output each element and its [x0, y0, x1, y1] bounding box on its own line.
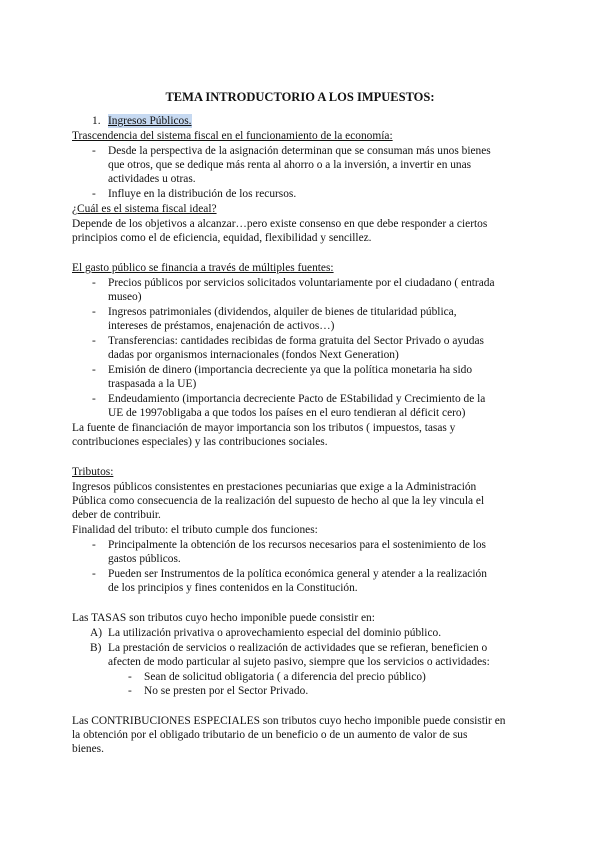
bullet-dash: -: [128, 671, 132, 683]
list-line: afecten de modo particular al sujeto pasivo, siempre que los servicios o actividades:: [108, 656, 490, 668]
paragraph-line: Depende de los objetivos a alcanzar…pero existe consenso en que debe responder a ciertos: [72, 218, 488, 230]
section-number: 1.: [92, 115, 101, 127]
bullet-dash: -: [92, 335, 96, 347]
bullet-line: Ingresos patrimoniales (dividendos, alquiler de bienes de titularidad pública,: [108, 306, 457, 318]
bullet-dash: -: [92, 568, 96, 580]
page-title: TEMA INTRODUCTORIO A LOS IMPUESTOS:: [165, 90, 435, 104]
list-line: La utilización privativa o aprovechamiento especial del dominio público.: [108, 627, 442, 639]
paragraph-line: La fuente de financiación de mayor importancia son los tributos ( impuestos, tasas y: [72, 422, 456, 434]
bullet-dash: -: [92, 539, 96, 551]
bullet-dash: -: [92, 364, 96, 376]
paragraph-line: Pública como consecuencia de la realización del supuesto de hecho al que la ley vincula el: [72, 495, 485, 507]
bullet-line: traspasada a la UE): [108, 378, 197, 390]
bullet-line: UE de 1997obligaba a que todos los países en el euro tendieran al déficit cero): [108, 407, 466, 419]
bullet-dash: -: [92, 145, 96, 157]
section-heading-ingresos: Ingresos Públicos.: [108, 115, 192, 127]
bullet-line: actividades u otras.: [108, 173, 196, 185]
bullet-line: intereses de préstamos, enajenación de activos…): [108, 320, 335, 332]
list-label: A): [90, 627, 103, 639]
bullet-line: Influye en la distribución de los recursos.: [108, 188, 297, 200]
bullet-line: dadas por organismos internacionales (fondos Next Generation): [108, 349, 399, 361]
bullet-line: Endeudamiento (importancia decreciente Pacto de EStabilidad y Crecimiento de la: [108, 393, 486, 405]
section-heading-tributos: Tributos:: [72, 466, 114, 478]
bullet-line: Emisión de dinero (importancia decreciente ya que la política monetaria ha sido: [108, 364, 473, 376]
bullet-line: Pueden ser Instrumentos de la política económica general y atender a la realización: [108, 568, 487, 580]
bullet-line: de los principios y fines contenidos en la Constitución.: [108, 582, 358, 594]
bullet-dash: -: [92, 393, 96, 405]
bullet-line: gastos públicos.: [108, 553, 181, 565]
paragraph-line: principios como el de eficiencia, equidad, flexibilidad y sencillez.: [72, 232, 372, 244]
paragraph-line: deber de contribuir.: [72, 509, 161, 521]
bullet-line: Principalmente la obtención de los recursos necesarios para el sostenimiento de los: [108, 539, 486, 551]
bullet-line: Desde la perspectiva de la asignación determinan que se consuman más unos bienes: [108, 145, 491, 157]
bullet-dash: -: [92, 277, 96, 289]
sub-bullet-line: Sean de solicitud obligatoria ( a diferencia del precio público): [144, 671, 426, 683]
paragraph-line: Ingresos públicos consistentes en prestaciones pecuniarias que exige a la Administración: [72, 481, 477, 493]
bullet-line: que otros, que se dedique más renta al ahorro o a la inversión, a invertir en unas: [108, 159, 472, 171]
list-line: La prestación de servicios o realización de actividades que se refieran, beneficien o: [108, 642, 488, 654]
paragraph-line: Finalidad del tributo: el tributo cumple dos funciones:: [72, 524, 318, 536]
question-heading: ¿Cuál es el sistema fiscal ideal?: [72, 203, 217, 215]
paragraph-line: Las CONTRIBUCIONES ESPECIALES son tributos cuyo hecho imponible puede consistir en: [72, 715, 506, 727]
section-heading-gasto: El gasto público se financia a través de múltiples fuentes:: [72, 262, 334, 274]
bullet-dash: -: [128, 685, 132, 697]
bullet-line: Precios públicos por servicios solicitados voluntariamente por el ciudadano ( entrada: [108, 277, 495, 289]
bullet-line: Transferencias: cantidades recibidas de forma gratuita del Sector Privado o ayudas: [108, 335, 484, 347]
subheading-trascendencia: Trascendencia del sistema fiscal en el funcionamiento de la economía:: [72, 130, 393, 142]
list-label: B): [90, 642, 102, 654]
paragraph-line: la obtención por el obligado tributario de un beneficio o de un aumento de valor de sus: [72, 729, 468, 741]
paragraph-line: bienes.: [72, 743, 104, 755]
paragraph-line: Las TASAS son tributos cuyo hecho imponible puede consistir en:: [72, 612, 375, 624]
bullet-line: museo): [108, 291, 142, 303]
bullet-dash: -: [92, 188, 96, 200]
sub-bullet-line: No se presten por el Sector Privado.: [144, 685, 309, 697]
paragraph-line: contribuciones especiales) y las contribuciones sociales.: [72, 436, 328, 448]
bullet-dash: -: [92, 306, 96, 318]
